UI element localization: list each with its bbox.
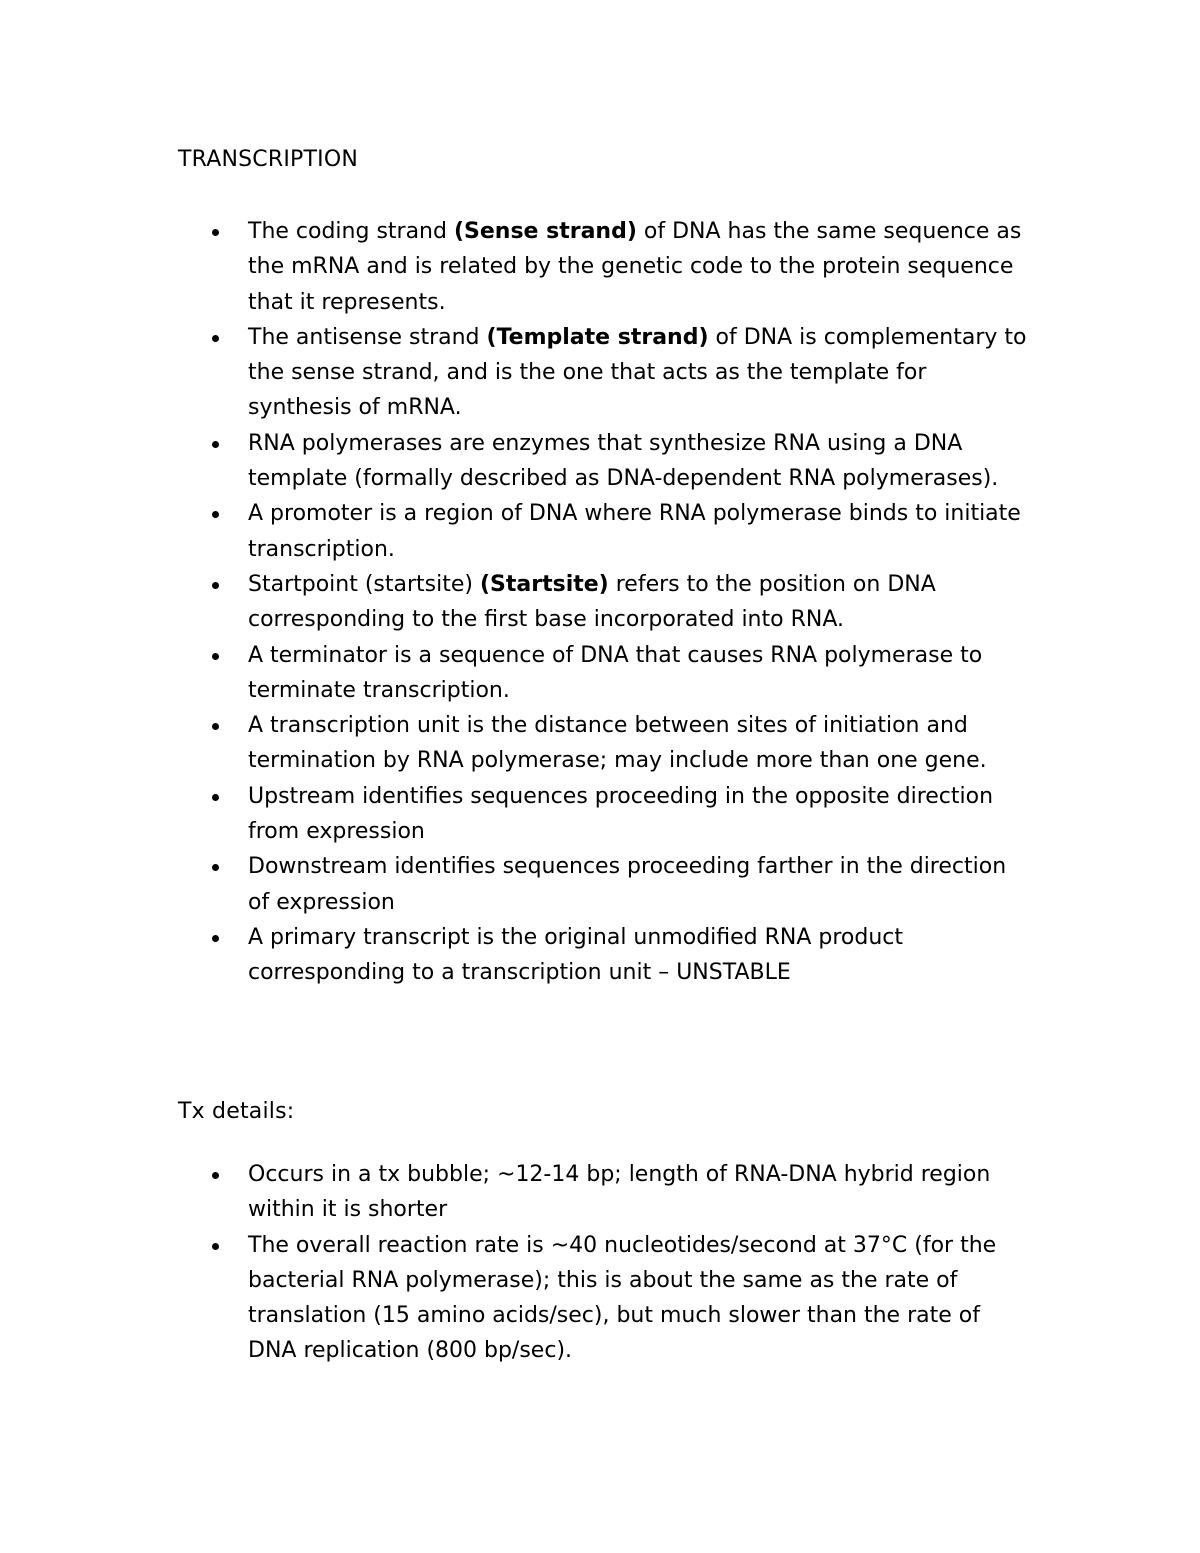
list-item <box>0 567 1028 638</box>
bullet-icon <box>212 864 219 871</box>
bullet-icon <box>212 723 219 730</box>
tx-details-heading: Tx details: <box>178 1099 295 1124</box>
list-item <box>0 920 1028 991</box>
bullet-text: A promoter is a region of DNA where RNA polymerase binds to initiate transcription. <box>248 501 1021 562</box>
list-item <box>0 1228 1028 1369</box>
bullet-text: Startpoint (startsite) <box>248 571 480 597</box>
page-title: TRANSCRIPTION <box>178 147 359 172</box>
bullet-bold-term: (Template strand) <box>486 324 709 350</box>
list-item <box>0 320 1028 426</box>
tx-details-bullet-list <box>0 1157 1200 1369</box>
transcription-bullet-list <box>0 214 1200 991</box>
list-item <box>0 779 1028 850</box>
bullet-text: The antisense strand <box>248 324 487 350</box>
bullet-text: Occurs in a tx bubble; ~12-14 bp; length of RNA-DNA hybrid region within it is shorter <box>248 1162 991 1223</box>
bullet-text: refers to the position on DNA corresponding to the first base incorporated into RNA. <box>248 571 936 633</box>
list-item <box>0 426 1028 497</box>
list-item <box>0 638 1028 709</box>
bullet-text: RNA polymerases are enzymes that synthesize RNA using a DNA template (formally described as DNA-dependent RNA polymerases). <box>248 430 999 492</box>
bullet-icon <box>212 1243 219 1250</box>
bullet-icon <box>212 229 219 236</box>
bullet-bold-term: (Startsite) <box>479 571 609 597</box>
bullet-text: The coding strand <box>248 219 454 244</box>
bullet-bold-term: (Sense strand) <box>453 219 637 244</box>
bullet-text: The overall reaction rate is ~40 nucleotides/second at 37°C (for the bacterial RNA polymerase); this is about the same as the rate of translation (15 amino acids/sec), but much slower than the rate of DNA replication (800 bp/sec). <box>248 1232 997 1364</box>
bullet-text: A transcription unit is the distance between sites of initiation and termination by RNA polymerase; may include more than one gene. <box>248 713 987 774</box>
bullet-text: Upstream identifies sequences proceeding in the opposite direction from expression <box>248 783 994 845</box>
bullet-text: A terminator is a sequence of DNA that causes RNA polymerase to terminate transcription. <box>248 642 983 703</box>
bullet-text: of DNA is complementary to the sense strand, and is the one that acts as the template for synthesis of mRNA. <box>248 324 1027 421</box>
list-item <box>0 1157 1028 1228</box>
list-item <box>0 496 1028 567</box>
bullet-icon <box>212 335 219 342</box>
list-item <box>0 708 1028 779</box>
list-item <box>0 849 1028 920</box>
bullet-text: Downstream identifies sequences proceeding farther in the direction of expression <box>248 854 1007 915</box>
bullet-icon <box>212 511 219 518</box>
bullet-text: of DNA has the same sequence as the mRNA and is related by the genetic code to the protein sequence that it represents. <box>248 219 1022 315</box>
bullet-icon <box>212 441 219 448</box>
list-item <box>0 214 1028 320</box>
bullet-icon <box>212 794 219 801</box>
bullet-icon <box>212 935 219 942</box>
bullet-icon <box>212 653 219 660</box>
bullet-icon <box>212 1172 219 1179</box>
bullet-icon <box>212 582 219 589</box>
bullet-text: A primary transcript is the original unmodified RNA product corresponding to a transcription unit – UNSTABLE <box>248 924 904 986</box>
